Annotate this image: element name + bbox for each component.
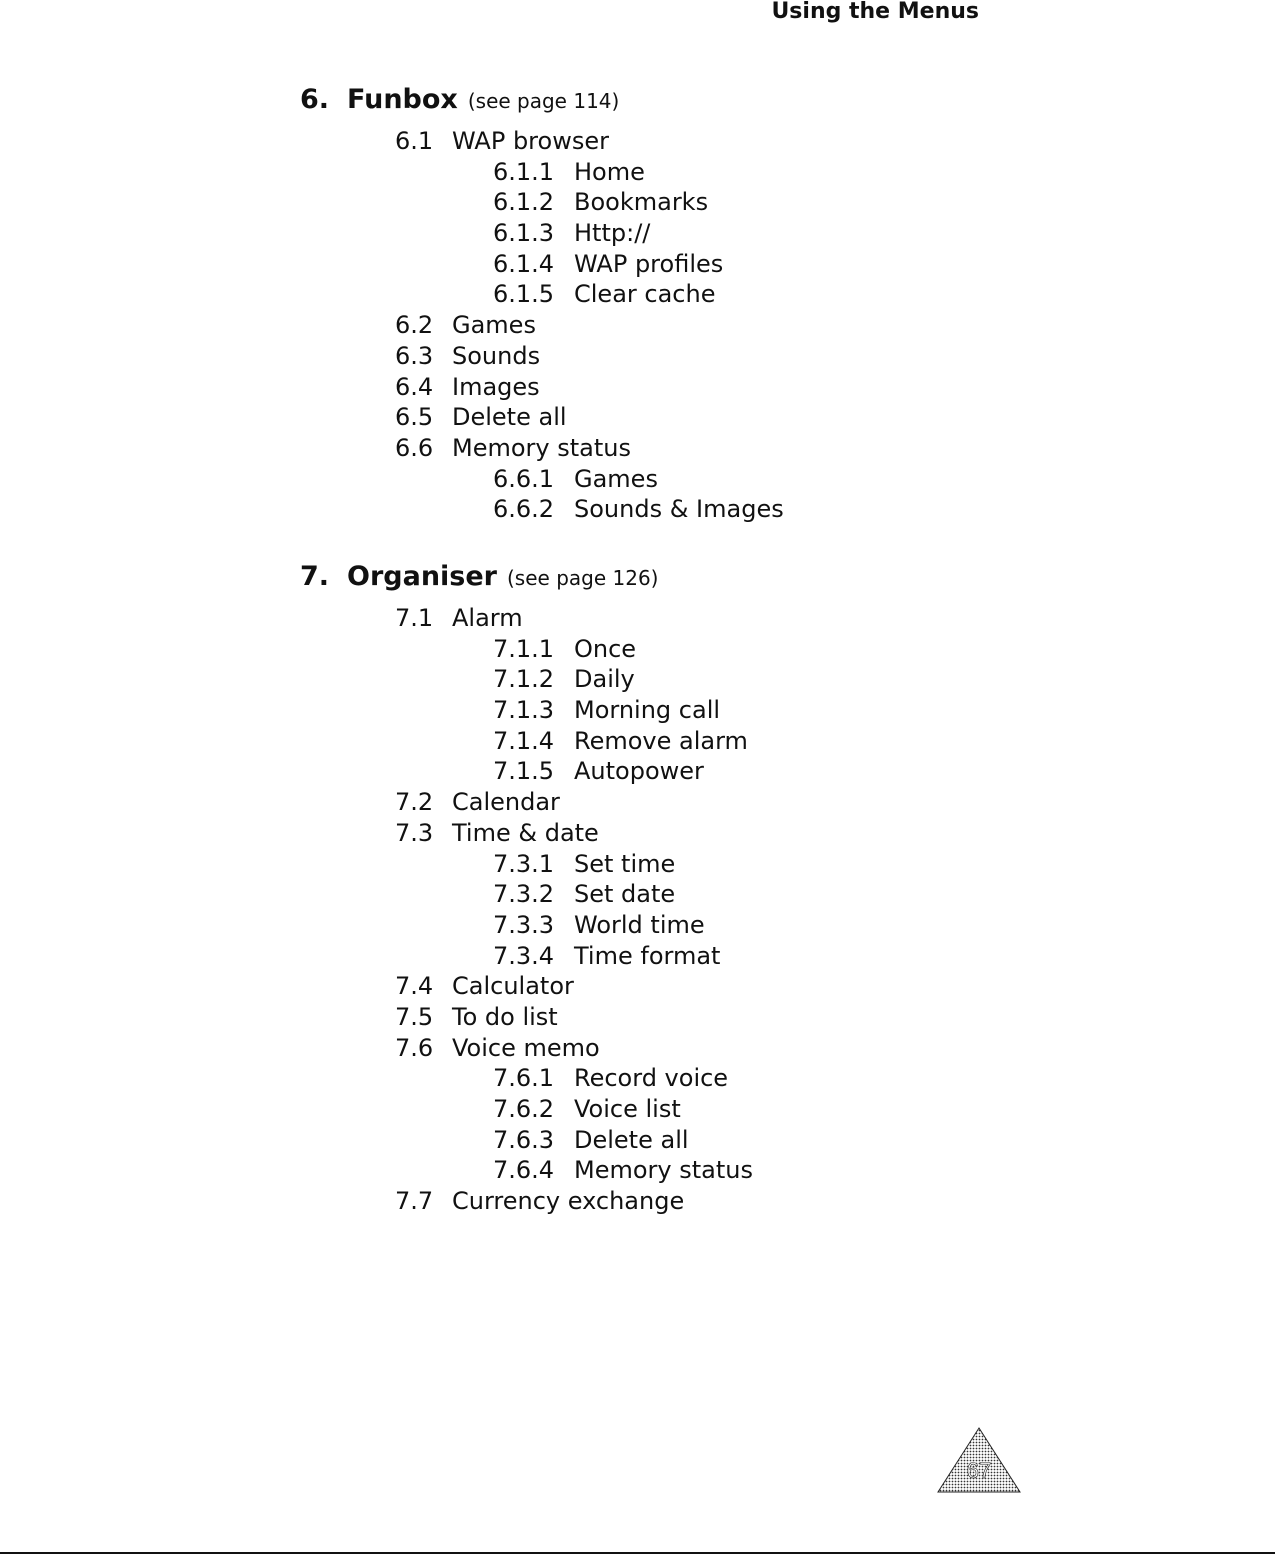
menu-item: [300, 664, 753, 695]
section-page-reference: (see page 114): [467, 89, 620, 113]
menu-tree: [300, 603, 753, 1217]
menu-item: [300, 341, 784, 372]
menu-item-number: 7.3.2: [493, 880, 555, 909]
menu-item-label: Delete all: [574, 1125, 689, 1154]
menu-item-number: 6.2: [395, 311, 434, 340]
menu-item-number: 6.4: [395, 372, 434, 401]
menu-item-number: 7.1: [395, 604, 434, 632]
menu-item: [300, 1033, 753, 1064]
section-number: 6.: [300, 84, 330, 115]
menu-item-label: World time: [574, 910, 705, 939]
menu-item: [300, 433, 784, 464]
menu-item-number: 7.3.1: [493, 849, 555, 878]
menu-item: [300, 756, 753, 787]
menu-item: [300, 787, 753, 818]
section-heading: [300, 561, 753, 601]
menu-item: [300, 849, 753, 880]
bottom-rule: [0, 1552, 1275, 1554]
menu-item-number: 6.1.4: [493, 249, 555, 278]
menu-item-label: Memory status: [452, 433, 631, 462]
menu-item: [300, 971, 753, 1002]
menu-item-number: 7.3: [395, 818, 434, 847]
menu-item: [300, 218, 784, 249]
menu-item-number: 6.1.3: [493, 219, 555, 248]
menu-item-label: Games: [574, 464, 658, 493]
menu-item-label: Sounds & Images: [574, 495, 784, 524]
menu-tree: [300, 126, 784, 525]
menu-item-label: Home: [574, 157, 645, 186]
section-heading: [300, 84, 784, 124]
menu-item: [300, 494, 784, 525]
menu-item-number: 7.3.3: [493, 910, 555, 939]
section-number: 7.: [300, 561, 330, 592]
menu-item-label: Daily: [574, 665, 635, 694]
menu-item-number: 7.6.1: [493, 1064, 555, 1093]
menu-item: [300, 695, 753, 726]
menu-item: [300, 279, 784, 310]
menu-item-label: WAP browser: [452, 127, 609, 155]
menu-item: [300, 126, 784, 157]
menu-item-label: Calendar: [452, 788, 560, 817]
menu-item-label: Images: [452, 372, 540, 401]
menu-item-label: Time & date: [452, 818, 599, 847]
menu-item: [300, 941, 753, 972]
menu-item: [300, 818, 753, 849]
menu-item-number: 7.7: [395, 1187, 434, 1216]
menu-item: [300, 910, 753, 941]
menu-item-number: 6.6: [395, 433, 434, 462]
menu-item-number: 7.6.4: [493, 1156, 555, 1185]
menu-item: [300, 1186, 753, 1217]
page-number-badge: [936, 1426, 1022, 1494]
menu-item-label: Set date: [574, 880, 676, 909]
menu-item-number: 7.1.4: [493, 726, 555, 755]
menu-item-number: 7.5: [395, 1002, 434, 1031]
menu-item: [300, 464, 784, 495]
menu-item: [300, 879, 753, 910]
menu-item-label: Record voice: [574, 1064, 729, 1093]
menu-item-label: Autopower: [574, 757, 704, 786]
menu-item-label: Currency exchange: [452, 1187, 685, 1216]
menu-item: [300, 310, 784, 341]
section-organiser: [300, 561, 753, 1217]
menu-item: [300, 1125, 753, 1156]
menu-item-label: Delete all: [452, 403, 567, 432]
menu-item-label: Set time: [574, 849, 676, 878]
menu-item-label: Voice memo: [452, 1033, 600, 1062]
menu-item-number: 7.2: [395, 788, 434, 817]
menu-item-label: Alarm: [452, 604, 523, 632]
section-title: Organiser: [347, 561, 497, 592]
menu-item-number: 6.5: [395, 403, 434, 432]
page-number: 67: [966, 1458, 992, 1483]
menu-item-number: 6.1.2: [493, 188, 555, 217]
section-funbox: [300, 84, 784, 525]
menu-item-label: Once: [574, 634, 637, 663]
section-page-reference: (see page 126): [507, 566, 659, 590]
menu-item: [300, 603, 753, 634]
menu-item-number: 6.1: [395, 127, 434, 155]
menu-item-number: 6.6.2: [493, 495, 555, 524]
menu-item-number: 7.1.1: [493, 634, 555, 663]
menu-item-number: 6.6.1: [493, 464, 555, 493]
menu-item-number: 7.3.4: [493, 941, 555, 970]
menu-item: [300, 1063, 753, 1094]
menu-item-label: Games: [452, 311, 536, 340]
menu-item: [300, 726, 753, 757]
menu-item: [300, 157, 784, 188]
menu-item-number: 6.1.1: [493, 157, 555, 186]
menu-item-label: Voice list: [574, 1095, 681, 1123]
menu-item-number: 7.6.2: [493, 1095, 555, 1123]
menu-item-label: Http://: [574, 219, 651, 248]
menu-item-label: Sounds: [452, 341, 541, 370]
menu-item-number: 7.1.5: [493, 757, 555, 786]
menu-item-label: Calculator: [452, 972, 574, 1001]
menu-item-label: Time format: [574, 941, 721, 970]
menu-item-number: 7.6.3: [493, 1125, 555, 1154]
menu-item: [300, 1002, 753, 1033]
menu-item-label: WAP profiles: [574, 249, 724, 278]
menu-item: [300, 1094, 753, 1125]
menu-item: [300, 1155, 753, 1186]
menu-item: [300, 187, 784, 218]
section-title: Funbox: [347, 84, 458, 115]
menu-item-label: Bookmarks: [574, 188, 709, 217]
menu-item-number: 6.3: [395, 341, 434, 370]
running-header: Using the Menus: [771, 0, 979, 24]
menu-item: [300, 402, 784, 433]
menu-item-number: 7.1.2: [493, 665, 555, 694]
menu-item-label: Clear cache: [574, 280, 716, 309]
menu-item-label: To do list: [452, 1002, 558, 1031]
menu-item-number: 7.1.3: [493, 696, 555, 725]
menu-item: [300, 634, 753, 665]
menu-item-number: 6.1.5: [493, 280, 555, 309]
menu-item-number: 7.4: [395, 972, 434, 1001]
menu-item-label: Morning call: [574, 696, 721, 725]
menu-item: [300, 372, 784, 403]
menu-item-number: 7.6: [395, 1033, 434, 1062]
menu-item-label: Remove alarm: [574, 726, 748, 755]
menu-item: [300, 249, 784, 280]
menu-item-label: Memory status: [574, 1156, 753, 1185]
